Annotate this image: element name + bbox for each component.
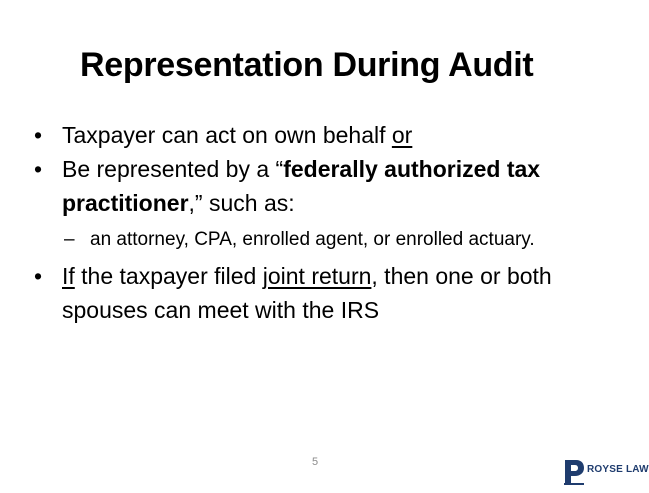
- dash-marker: –: [64, 229, 75, 250]
- bullet-list: [34, 118, 624, 327]
- bullet-text: the taxpayer filed: [74, 263, 263, 289]
- sub-bullet-text: an attorney, CPA, enrolled agent, or enrolled actuary.: [90, 229, 535, 250]
- underlined-text: If: [62, 263, 75, 289]
- bullet-text: , then one or both spouses can meet with the IRS: [62, 263, 552, 323]
- bullet-item-3: [34, 259, 624, 327]
- bullet-item-1: [34, 118, 624, 152]
- sub-bullet-item: [34, 226, 624, 253]
- bold-text: federally authorized tax practitioner: [62, 156, 541, 216]
- bullet-marker: •: [34, 156, 43, 182]
- bullet-text: Taxpayer can act on own behalf: [62, 122, 392, 148]
- bullet-item-2: [34, 152, 624, 220]
- royse-law-logo-icon: [562, 458, 586, 486]
- underlined-text: joint return: [262, 263, 372, 289]
- bullet-marker: •: [34, 263, 43, 289]
- bullet-marker: •: [34, 122, 43, 148]
- bullet-text: ,” such as:: [188, 190, 295, 216]
- logo-text: ROYSE LAW: [587, 464, 649, 475]
- page-number: 5: [312, 456, 319, 468]
- slide-title: Representation During Audit: [80, 46, 534, 84]
- royse-law-logo: [562, 458, 649, 486]
- bullet-text: Be represented by a “: [62, 156, 284, 182]
- underlined-text: or: [391, 122, 413, 148]
